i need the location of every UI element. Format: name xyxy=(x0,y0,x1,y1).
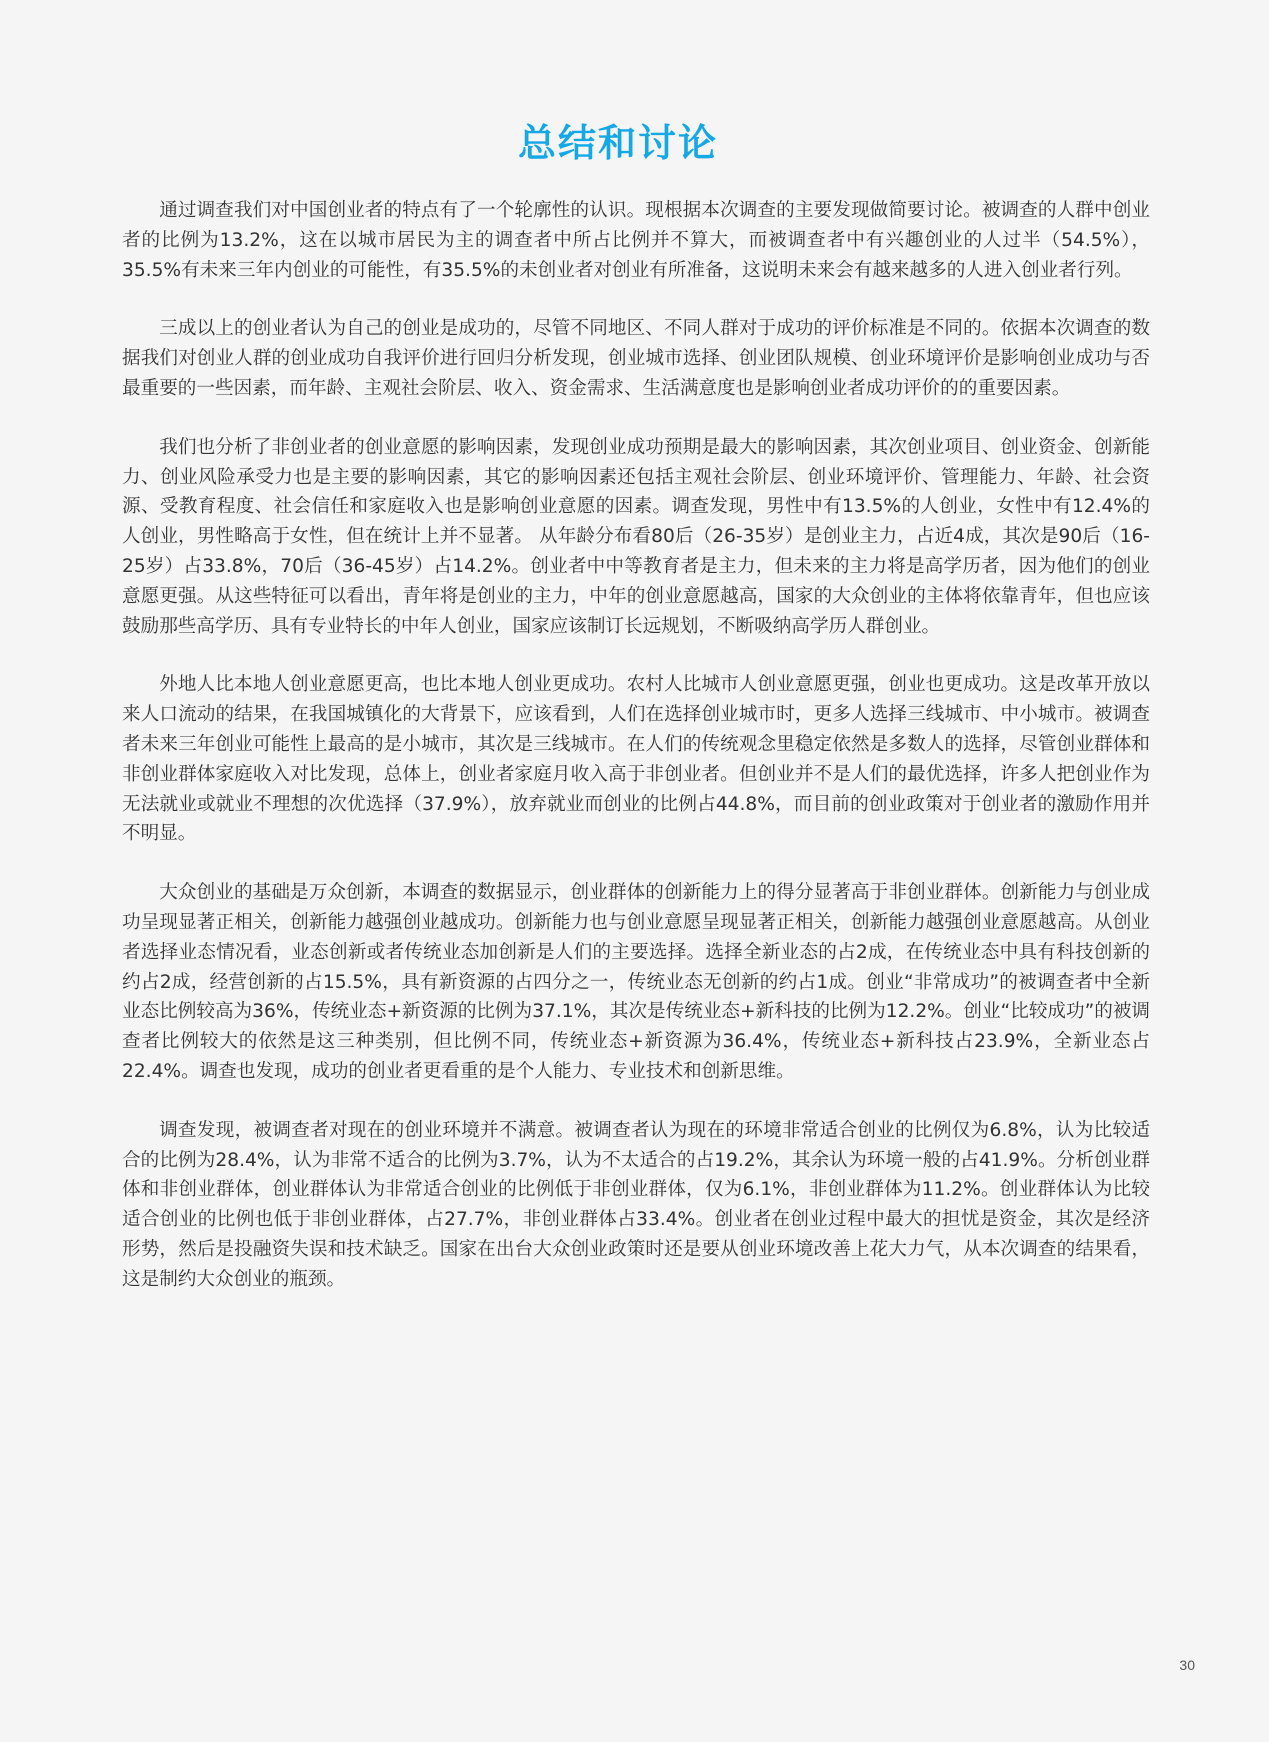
paragraph-6: 调查发现，被调查者对现在的创业环境并不满意。被调查者认为现在的环境非常适合创业的比例仅为6.8%，认为比较适合的比例为28.4%，认为非常不适合的比例为3.7%，认为不太适合的占19.2%，其余认为环境一般的占41.9%。分析创业群体和非创业群体，创业群体认为非常适合创业的比例低于非创业群体，仅为6.1%，非创业群体为11.2%。创业群体认为比较适合创业的比例也低于非创业群体，占27.7%，非创业群体占33.4%。创业者在创业过程中最大的担忧是资金，其次是经济形势，然后是投融资失误和技术缺乏。国家在出台大众创业政策时还是要从创业环境改善上花大力气，从本次调查的结果看，这是制约大众创业的瓶颈。 xyxy=(122,1119,1150,1290)
paragraph-4: 外地人比本地人创业意愿更高，也比本地人创业更成功。农村人比城市人创业意愿更强，创业也更成功。这是改革开放以来人口流动的结果，在我国城镇化的大背景下，应该看到，人们在选择创业城市时，更多人选择三线城市、中小城市。被调查者未来三年创业可能性上最高的是小城市，其次是三线城市。在人们的传统观念里稳定依然是多数人的选择，尽管创业群体和非创业群体家庭收入对比发现，总体上，创业者家庭月收入高于非创业者。但创业并不是人们的最优选择，许多人把创业作为无法就业或就业不理想的次优选择（37.9%），放弃就业而创业的比例占44.8%，而目前的创业政策对于创业者的激励作用并不明显。 xyxy=(122,674,1150,845)
paragraph-3: 我们也分析了非创业者的创业意愿的影响因素，发现创业成功预期是最大的影响因素，其次创业项目、创业资金、创新能力、创业风险承受力也是主要的影响因素，其它的影响因素还包括主观社会阶层、创业环境评价、管理能力、年龄、社会资源、受教育程度、社会信任和家庭收入也是影响创业意愿的因素。调查发现，男性中有13.5%的人创业，女性中有12.4%的人创业，男性略高于女性，但在统计上并不显著。 从年龄分布看80后（26-35岁）是创业主力，占近4成，其次是90后（16-25岁）占33.8%，70后（36-45岁）占14.2%。创业者中中等教育者是主力，但未来的主力将是高学历者，因为他们的创业意愿更强。从这些特征可以看出，青年将是创业的主力，中年的创业意愿越高，国家的大众创业的主体将依靠青年，但也应该鼓励那些高学历、具有专业特长的中年人创业，国家应该制订长远规划，不断吸纳高学历人群创业。 xyxy=(122,436,1150,637)
paragraph-5: 大众创业的基础是万众创新，本调查的数据显示，创业群体的创新能力上的得分显著高于非创业群体。创新能力与创业成功呈现显著正相关，创新能力越强创业越成功。创新能力也与创业意愿呈现显著正相关，创新能力越强创业意愿越高。从创业者选择业态情况看，业态创新或者传统业态加创新是人们的主要选择。选择全新业态的占2成，在传统业态中具有科技创新的约占2成，经营创新的占15.5%，具有新资源的占四分之一，传统业态无创新的约占1成。创业“非常成功”的被调查者中全新业态比例较高为36%，传统业态+新资源的比例为37.1%，其次是传统业态+新科技的比例为12.2%。创业“比较成功”的被调查者比例较大的依然是这三种类别，但比例不同，传统业态+新资源为36.4%，传统业态+新科技占23.9%，全新业态占22.4%。调查也发现，成功的创业者更看重的是个人能力、专业技术和创新思维。 xyxy=(122,882,1151,1082)
page-title: 总结和讨论 xyxy=(517,121,718,165)
page-number: 30 xyxy=(1179,1657,1195,1673)
paragraph-1: 通过调查我们对中国创业者的特点有了一个轮廓性的认识。现根据本次调查的主要发现做简要讨论。被调查的人群中创业者的比例为13.2%，这在以城市居民为主的调查者中所占比例并不算大，而被调查者中有兴趣创业的人过半（54.5%），35.5%有未来三年内创业的可能性，有35.5%的未创业者对创业有所准备，这说明未来会有越来越多的人进入创业者行列。 xyxy=(122,200,1150,281)
paragraph-2: 三成以上的创业者认为自己的创业是成功的，尽管不同地区、不同人群对于成功的评价标准是不同的。依据本次调查的数据我们对创业人群的创业成功自我评价进行回归分析发现，创业城市选择、创业团队规模、创业环境评价是影响创业成功与否最重要的一些因素，而年龄、主观社会阶层、收入、资金需求、生活满意度也是影响创业者成功评价的的重要因素。 xyxy=(122,318,1150,399)
body-text xyxy=(122,196,1150,1324)
